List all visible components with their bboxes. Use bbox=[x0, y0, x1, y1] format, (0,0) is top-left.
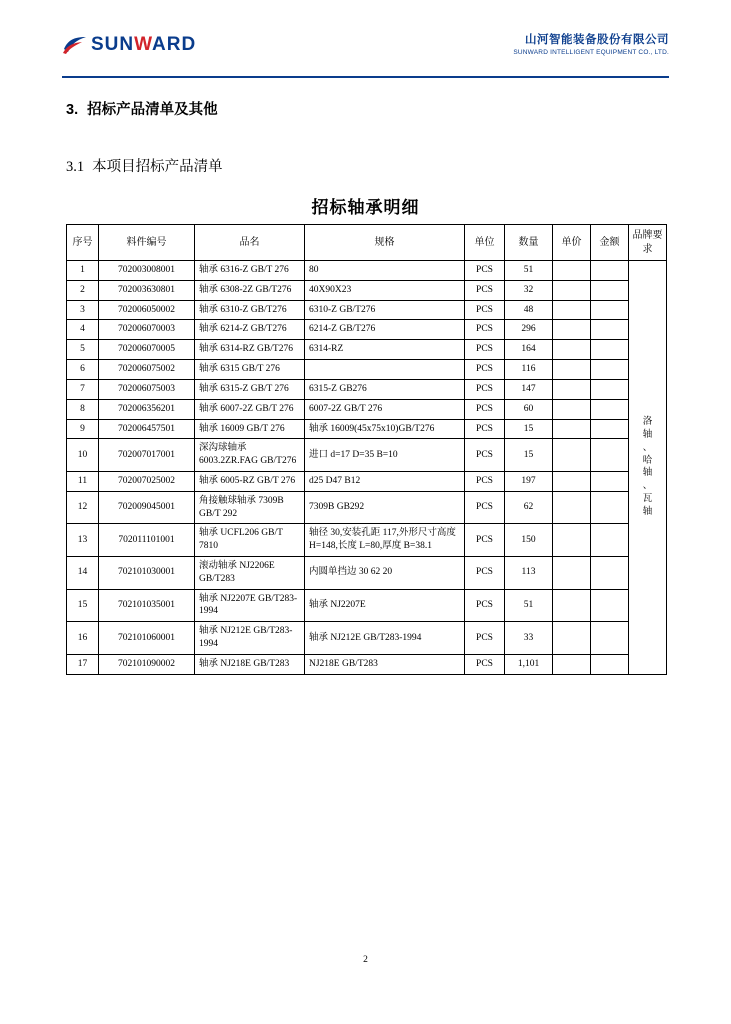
page-number: 2 bbox=[363, 955, 368, 965]
cell-spec: 轴承 16009(45x75x10)GB/T276 bbox=[305, 419, 465, 439]
cell-price bbox=[553, 399, 591, 419]
section-heading bbox=[66, 98, 218, 119]
cell-price bbox=[553, 439, 591, 472]
cell-unit: PCS bbox=[465, 261, 505, 281]
cell-unit: PCS bbox=[465, 654, 505, 674]
cell-amount bbox=[591, 340, 629, 360]
cell-price bbox=[553, 340, 591, 360]
brand-char: 轴 bbox=[642, 467, 653, 479]
cell-code: 702006075003 bbox=[99, 379, 195, 399]
cell-seq: 16 bbox=[67, 622, 99, 655]
cell-qty: 1,101 bbox=[505, 654, 553, 674]
sunward-logo-icon bbox=[62, 35, 88, 55]
cell-spec: NJ218E GB/T283 bbox=[305, 654, 465, 674]
col-header-amount: 金额 bbox=[591, 225, 629, 261]
cell-code: 702007017001 bbox=[99, 439, 195, 472]
cell-qty: 51 bbox=[505, 589, 553, 622]
cell-unit: PCS bbox=[465, 439, 505, 472]
cell-unit: PCS bbox=[465, 491, 505, 524]
table-row bbox=[67, 654, 667, 674]
cell-code: 702003008001 bbox=[99, 261, 195, 281]
cell-qty: 32 bbox=[505, 280, 553, 300]
cell-amount bbox=[591, 589, 629, 622]
cell-price bbox=[553, 280, 591, 300]
table-row bbox=[67, 300, 667, 320]
table-body bbox=[67, 261, 667, 675]
cell-amount bbox=[591, 654, 629, 674]
cell-name: 轴承 6316-Z GB/T 276 bbox=[195, 261, 305, 281]
cell-name: 深沟球轴承 6003.2ZR.FAG GB/T276 bbox=[195, 439, 305, 472]
cell-name: 轴承 6007-2Z GB/T 276 bbox=[195, 399, 305, 419]
cell-qty: 15 bbox=[505, 439, 553, 472]
cell-spec: 轴承 NJ2207E bbox=[305, 589, 465, 622]
table-title: 招标轴承明细 bbox=[311, 198, 420, 217]
cell-qty: 116 bbox=[505, 360, 553, 380]
cell-seq: 5 bbox=[67, 340, 99, 360]
cell-code: 702006050002 bbox=[99, 300, 195, 320]
cell-amount bbox=[591, 471, 629, 491]
table-row bbox=[67, 261, 667, 281]
table-row bbox=[67, 280, 667, 300]
cell-spec: 6315-Z GB276 bbox=[305, 379, 465, 399]
brand-char: 哈 bbox=[642, 454, 653, 466]
cell-amount bbox=[591, 280, 629, 300]
header-divider bbox=[62, 76, 669, 78]
cell-spec: 进口 d=17 D=35 B=10 bbox=[305, 439, 465, 472]
section-number: 3. bbox=[66, 102, 79, 118]
table-row bbox=[67, 524, 667, 557]
cell-amount bbox=[591, 622, 629, 655]
bearing-table-wrapper bbox=[66, 224, 666, 675]
cell-unit: PCS bbox=[465, 471, 505, 491]
cell-spec: 6314-RZ bbox=[305, 340, 465, 360]
cell-spec: 6214-Z GB/T276 bbox=[305, 320, 465, 340]
cell-seq: 8 bbox=[67, 399, 99, 419]
brand-char: 轴 bbox=[642, 505, 653, 517]
cell-price bbox=[553, 300, 591, 320]
cell-amount bbox=[591, 261, 629, 281]
table-row bbox=[67, 379, 667, 399]
cell-seq: 9 bbox=[67, 419, 99, 439]
col-header-qty: 数量 bbox=[505, 225, 553, 261]
logo-wordmark: SUNWARD bbox=[91, 34, 197, 55]
col-header-seq: 序号 bbox=[67, 225, 99, 261]
cell-price bbox=[553, 524, 591, 557]
brand-char: 、 bbox=[642, 441, 653, 453]
cell-seq: 1 bbox=[67, 261, 99, 281]
cell-qty: 48 bbox=[505, 300, 553, 320]
cell-price bbox=[553, 471, 591, 491]
cell-spec: d25 D47 B12 bbox=[305, 471, 465, 491]
cell-qty: 150 bbox=[505, 524, 553, 557]
table-row bbox=[67, 320, 667, 340]
cell-price bbox=[553, 320, 591, 340]
cell-qty: 15 bbox=[505, 419, 553, 439]
cell-code: 702006075002 bbox=[99, 360, 195, 380]
cell-spec: 80 bbox=[305, 261, 465, 281]
cell-unit: PCS bbox=[465, 622, 505, 655]
brand-char: 轴 bbox=[642, 428, 653, 440]
cell-code: 702006356201 bbox=[99, 399, 195, 419]
cell-unit: PCS bbox=[465, 399, 505, 419]
cell-code: 702009045001 bbox=[99, 491, 195, 524]
table-row bbox=[67, 557, 667, 590]
cell-code: 702101090002 bbox=[99, 654, 195, 674]
sunward-logo bbox=[62, 34, 196, 56]
cell-name: 轴承 6314-RZ GB/T276 bbox=[195, 340, 305, 360]
cell-price bbox=[553, 557, 591, 590]
page-header bbox=[0, 0, 731, 78]
cell-unit: PCS bbox=[465, 379, 505, 399]
subsection-title: 本项目招标产品清单 bbox=[92, 159, 223, 175]
cell-seq: 6 bbox=[67, 360, 99, 380]
cell-seq: 11 bbox=[67, 471, 99, 491]
cell-amount bbox=[591, 557, 629, 590]
cell-amount bbox=[591, 419, 629, 439]
brand-char: 瓦 bbox=[642, 492, 653, 504]
cell-code: 702006070005 bbox=[99, 340, 195, 360]
table-row bbox=[67, 419, 667, 439]
col-header-name: 品名 bbox=[195, 225, 305, 261]
company-name-block bbox=[513, 33, 669, 58]
cell-qty: 197 bbox=[505, 471, 553, 491]
cell-amount bbox=[591, 399, 629, 419]
cell-name: 角接触球轴承 7309B GB/T 292 bbox=[195, 491, 305, 524]
cell-seq: 14 bbox=[67, 557, 99, 590]
table-row bbox=[67, 622, 667, 655]
cell-name: 轴承 6315-Z GB/T 276 bbox=[195, 379, 305, 399]
cell-seq: 7 bbox=[67, 379, 99, 399]
cell-spec: 6310-Z GB/T276 bbox=[305, 300, 465, 320]
cell-name: 滚动轴承 NJ2206E GB/T283 bbox=[195, 557, 305, 590]
cell-code: 702011101001 bbox=[99, 524, 195, 557]
cell-unit: PCS bbox=[465, 524, 505, 557]
cell-name: 轴承 NJ2207E GB/T283-1994 bbox=[195, 589, 305, 622]
cell-name: 轴承 6310-Z GB/T276 bbox=[195, 300, 305, 320]
cell-unit: PCS bbox=[465, 589, 505, 622]
cell-amount bbox=[591, 524, 629, 557]
cell-seq: 12 bbox=[67, 491, 99, 524]
col-header-unit: 单位 bbox=[465, 225, 505, 261]
cell-name: 轴承 6315 GB/T 276 bbox=[195, 360, 305, 380]
cell-seq: 15 bbox=[67, 589, 99, 622]
cell-qty: 33 bbox=[505, 622, 553, 655]
cell-spec bbox=[305, 360, 465, 380]
cell-qty: 113 bbox=[505, 557, 553, 590]
cell-qty: 51 bbox=[505, 261, 553, 281]
cell-name: 轴承 6005-RZ GB/T 276 bbox=[195, 471, 305, 491]
cell-seq: 4 bbox=[67, 320, 99, 340]
cell-qty: 60 bbox=[505, 399, 553, 419]
col-header-code: 料件编号 bbox=[99, 225, 195, 261]
cell-price bbox=[553, 360, 591, 380]
cell-price bbox=[553, 622, 591, 655]
cell-name: 轴承 6214-Z GB/T276 bbox=[195, 320, 305, 340]
section-title: 招标产品清单及其他 bbox=[87, 102, 218, 118]
cell-unit: PCS bbox=[465, 320, 505, 340]
cell-code: 702101060001 bbox=[99, 622, 195, 655]
cell-amount bbox=[591, 320, 629, 340]
brand-char: 洛 bbox=[642, 416, 653, 428]
cell-amount bbox=[591, 379, 629, 399]
cell-seq: 13 bbox=[67, 524, 99, 557]
cell-amount bbox=[591, 439, 629, 472]
table-row bbox=[67, 439, 667, 472]
cell-code: 702003630801 bbox=[99, 280, 195, 300]
cell-name: 轴承 UCFL206 GB/T 7810 bbox=[195, 524, 305, 557]
table-row bbox=[67, 399, 667, 419]
cell-qty: 147 bbox=[505, 379, 553, 399]
cell-spec: 轴径 30,安装孔距 117,外形尺寸高度 H=148,长度 L=80,厚度 B=38.1 bbox=[305, 524, 465, 557]
cell-code: 702101035001 bbox=[99, 589, 195, 622]
table-row bbox=[67, 340, 667, 360]
cell-brand-requirement bbox=[629, 261, 667, 675]
subsection-heading bbox=[66, 155, 223, 176]
cell-code: 702007025002 bbox=[99, 471, 195, 491]
brand-char: 、 bbox=[642, 480, 653, 492]
cell-spec: 轴承 NJ212E GB/T283-1994 bbox=[305, 622, 465, 655]
cell-unit: PCS bbox=[465, 360, 505, 380]
cell-spec: 6007-2Z GB/T 276 bbox=[305, 399, 465, 419]
table-row bbox=[67, 471, 667, 491]
cell-name: 轴承 6308-2Z GB/T276 bbox=[195, 280, 305, 300]
company-name-cn: 山河智能装备股份有限公司 bbox=[525, 34, 669, 46]
cell-price bbox=[553, 419, 591, 439]
col-header-price: 单价 bbox=[553, 225, 591, 261]
cell-price bbox=[553, 589, 591, 622]
cell-seq: 17 bbox=[67, 654, 99, 674]
cell-amount bbox=[591, 360, 629, 380]
cell-code: 702006457501 bbox=[99, 419, 195, 439]
cell-code: 702101030001 bbox=[99, 557, 195, 590]
cell-amount bbox=[591, 491, 629, 524]
table-row bbox=[67, 360, 667, 380]
company-name-en: SUNWARD INTELLIGENT EQUIPMENT CO., LTD. bbox=[513, 49, 669, 57]
cell-name: 轴承 NJ218E GB/T283 bbox=[195, 654, 305, 674]
cell-seq: 3 bbox=[67, 300, 99, 320]
cell-qty: 62 bbox=[505, 491, 553, 524]
cell-unit: PCS bbox=[465, 340, 505, 360]
table-header-row bbox=[67, 225, 667, 261]
table-row bbox=[67, 589, 667, 622]
table-row bbox=[67, 491, 667, 524]
col-header-spec: 规格 bbox=[305, 225, 465, 261]
cell-price bbox=[553, 654, 591, 674]
cell-price bbox=[553, 379, 591, 399]
cell-unit: PCS bbox=[465, 300, 505, 320]
cell-amount bbox=[591, 300, 629, 320]
cell-seq: 2 bbox=[67, 280, 99, 300]
cell-spec: 内圆单挡边 30 62 20 bbox=[305, 557, 465, 590]
cell-unit: PCS bbox=[465, 419, 505, 439]
cell-name: 轴承 16009 GB/T 276 bbox=[195, 419, 305, 439]
cell-unit: PCS bbox=[465, 280, 505, 300]
cell-qty: 164 bbox=[505, 340, 553, 360]
cell-code: 702006070003 bbox=[99, 320, 195, 340]
subsection-number: 3.1 bbox=[66, 159, 85, 175]
cell-price bbox=[553, 491, 591, 524]
bearing-table bbox=[66, 224, 667, 675]
cell-spec: 40X90X23 bbox=[305, 280, 465, 300]
cell-unit: PCS bbox=[465, 557, 505, 590]
cell-price bbox=[553, 261, 591, 281]
cell-name: 轴承 NJ212E GB/T283-1994 bbox=[195, 622, 305, 655]
cell-spec: 7309B GB292 bbox=[305, 491, 465, 524]
cell-seq: 10 bbox=[67, 439, 99, 472]
cell-qty: 296 bbox=[505, 320, 553, 340]
col-header-brand: 品牌要求 bbox=[629, 225, 667, 261]
